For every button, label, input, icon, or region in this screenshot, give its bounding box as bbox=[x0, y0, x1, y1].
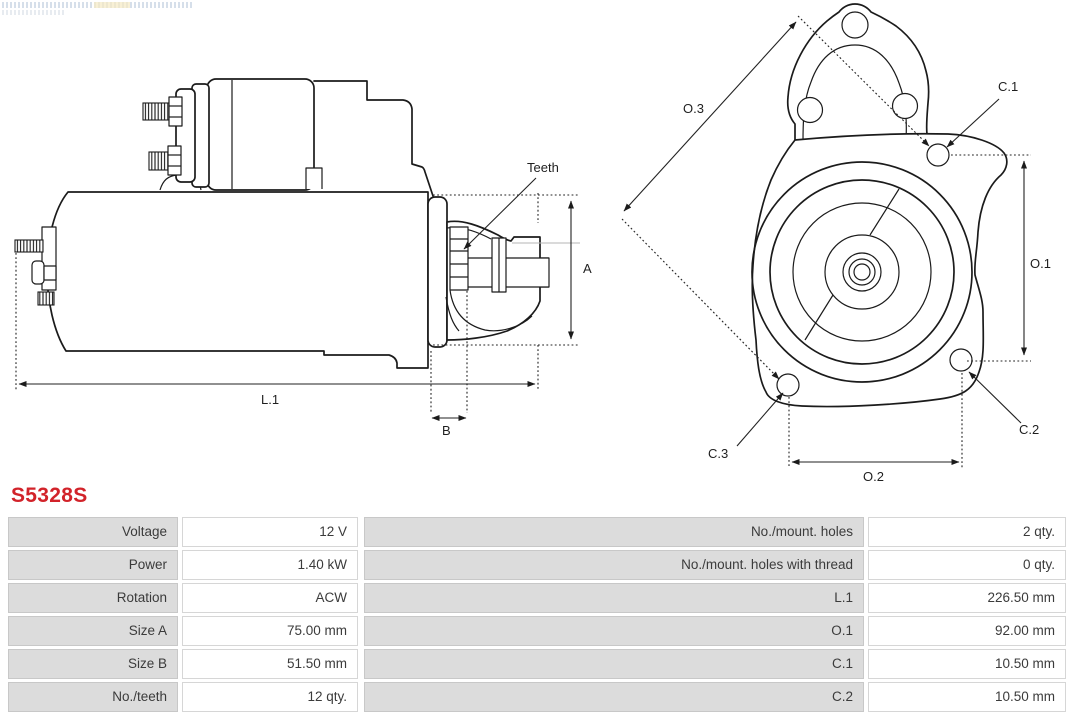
part-number: S5328S bbox=[11, 484, 88, 507]
dim-label-o2: O.2 bbox=[863, 469, 884, 484]
spec-value: 1.40 kW bbox=[182, 550, 358, 580]
table-row bbox=[8, 616, 1066, 646]
solenoid-foot bbox=[306, 168, 322, 189]
spec-label: Rotation bbox=[8, 583, 178, 613]
table-row bbox=[8, 583, 1066, 613]
dim-label-o3: O.3 bbox=[683, 101, 704, 116]
bracket-hole-right bbox=[893, 94, 918, 119]
solenoid-nut-bottom bbox=[168, 146, 181, 175]
spec-label: C.1 bbox=[364, 649, 864, 679]
dim-label-teeth: Teeth bbox=[527, 160, 559, 175]
front-view-starter bbox=[752, 4, 1007, 407]
spec-value: 226.50 mm bbox=[868, 583, 1066, 613]
spec-label: No./mount. holes with thread bbox=[364, 550, 864, 580]
spec-label: O.1 bbox=[364, 616, 864, 646]
spec-label: L.1 bbox=[364, 583, 864, 613]
dim-label-c2: C.2 bbox=[1019, 422, 1040, 437]
spec-label: Size B bbox=[8, 649, 178, 679]
table-row bbox=[8, 649, 1066, 679]
flange-hole-c1 bbox=[927, 144, 949, 166]
left-lower-stud bbox=[38, 292, 54, 305]
dim-label-a: A bbox=[583, 261, 592, 276]
spec-value: 92.00 mm bbox=[868, 616, 1066, 646]
table-row bbox=[8, 682, 1066, 712]
spec-label: Voltage bbox=[8, 517, 178, 547]
spec-value: 2 qty. bbox=[868, 517, 1066, 547]
spec-value: 51.50 mm bbox=[182, 649, 358, 679]
solenoid-stud-bottom bbox=[149, 152, 169, 170]
spec-value: 0 qty. bbox=[868, 550, 1066, 580]
spec-value: ACW bbox=[182, 583, 358, 613]
spec-label: No./mount. holes bbox=[364, 517, 864, 547]
spec-label: No./teeth bbox=[8, 682, 178, 712]
solenoid-stud-top bbox=[143, 103, 170, 120]
motor-body bbox=[47, 192, 428, 368]
side-view-starter bbox=[15, 79, 580, 368]
left-terminal-bolt bbox=[32, 261, 44, 284]
bracket-hole-top bbox=[842, 12, 868, 38]
spec-label: Size A bbox=[8, 616, 178, 646]
solenoid-nut-top bbox=[169, 97, 182, 126]
spec-value: 10.50 mm bbox=[868, 649, 1066, 679]
dim-label-b: B bbox=[442, 423, 451, 438]
bracket-hole-left bbox=[798, 98, 823, 123]
dim-label-c1: C.1 bbox=[998, 79, 1019, 94]
spec-value: 12 qty. bbox=[182, 682, 358, 712]
flange-hole-c3 bbox=[777, 374, 799, 396]
solenoid-bracket bbox=[314, 81, 433, 196]
flange-hole-c2 bbox=[950, 349, 972, 371]
pinion-teeth bbox=[450, 227, 468, 290]
mount-flange-ring bbox=[428, 197, 447, 347]
shaft-nose bbox=[539, 258, 549, 287]
left-terminal-stud bbox=[15, 240, 43, 252]
spec-value: 75.00 mm bbox=[182, 616, 358, 646]
spec-value: 12 V bbox=[182, 517, 358, 547]
dim-label-c3: C.3 bbox=[708, 446, 729, 461]
solenoid-drum bbox=[207, 79, 314, 190]
table-row bbox=[8, 517, 1066, 547]
solenoid bbox=[143, 79, 433, 196]
spec-label: Power bbox=[8, 550, 178, 580]
dim-label-o1: O.1 bbox=[1030, 256, 1051, 271]
spec-label: C.2 bbox=[364, 682, 864, 712]
spec-value: 10.50 mm bbox=[868, 682, 1066, 712]
spec-table bbox=[8, 517, 1066, 715]
dim-label-l1: L.1 bbox=[261, 392, 280, 407]
table-row bbox=[8, 550, 1066, 580]
